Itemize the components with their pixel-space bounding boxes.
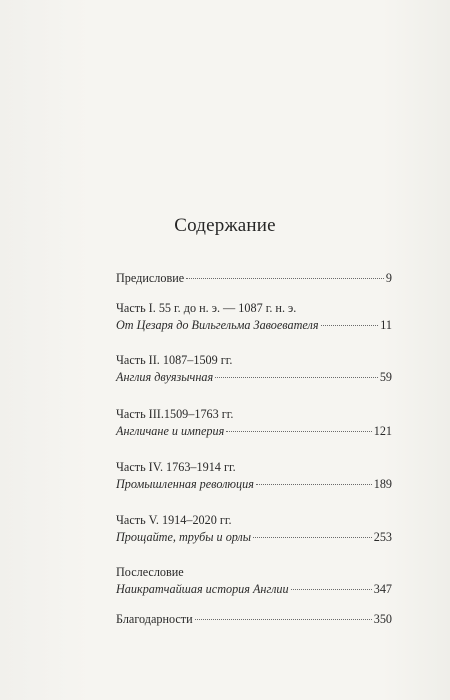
toc-part-subtitle: Англичане и империя — [116, 424, 225, 438]
toc-entry-part2 — [116, 352, 392, 386]
dot-leader — [291, 589, 372, 590]
toc-part-title: Часть V. 1914–2020 гг. — [116, 513, 232, 527]
dot-leader — [321, 325, 379, 326]
toc-part-title: Часть III.1509–1763 гг. — [116, 407, 234, 421]
toc-part-subtitle: От Цезаря до Вильгельма Завоевателя — [116, 318, 319, 332]
toc-entry-part5 — [116, 512, 392, 546]
toc-page-number: 189 — [373, 477, 392, 491]
toc-part-subtitle: Англия двуязычная — [116, 370, 214, 384]
dot-leader — [256, 484, 372, 485]
dot-leader — [186, 278, 384, 279]
toc-page-number: 253 — [373, 530, 392, 544]
toc-entry-part1 — [116, 300, 392, 334]
toc-part-subtitle: Промышленная революция — [116, 477, 254, 491]
toc-part-title: Часть II. 1087–1509 гг. — [116, 353, 233, 367]
toc-part-subtitle: Прощайте, трубы и орлы — [116, 530, 251, 544]
page-title: Содержание — [174, 215, 276, 236]
toc-entry-title: Благодарности — [116, 612, 193, 626]
toc-line — [116, 369, 392, 386]
toc-part-title: Часть IV. 1763–1914 гг. — [116, 460, 236, 474]
toc-page-number: 59 — [379, 370, 392, 384]
toc-part-heading — [116, 406, 392, 423]
toc-entry-part3 — [116, 406, 392, 440]
toc-line — [116, 529, 392, 546]
toc-page-number: 11 — [380, 318, 392, 332]
toc-entry-preface — [116, 270, 392, 287]
toc-page-number: 350 — [373, 612, 392, 626]
toc-line — [116, 270, 392, 287]
toc-part-heading — [116, 352, 392, 369]
toc-line — [116, 581, 392, 598]
dot-leader — [226, 431, 371, 432]
toc-part-title: Послесловие — [116, 565, 184, 579]
toc-entry-part4 — [116, 459, 392, 493]
toc-entry-title: Предисловие — [116, 271, 185, 285]
toc-part-heading — [116, 564, 392, 581]
toc-page-number: 9 — [385, 271, 392, 285]
toc-line — [116, 476, 392, 493]
toc-entry-acknowledgments — [116, 611, 392, 628]
toc-page-number: 121 — [373, 424, 392, 438]
toc-part-subtitle: Наикратчайшая история Англии — [116, 582, 289, 596]
dot-leader — [215, 377, 378, 378]
toc-page-number: 347 — [373, 582, 392, 596]
toc-line — [116, 317, 392, 334]
toc-part-title: Часть I. 55 г. до н. э. — 1087 г. н. э. — [116, 301, 297, 315]
toc-entry-afterword — [116, 564, 392, 598]
toc-line — [116, 611, 392, 628]
dot-leader — [195, 619, 372, 620]
dot-leader — [253, 537, 372, 538]
toc-part-heading — [116, 300, 392, 317]
toc-line — [116, 423, 392, 440]
toc-part-heading — [116, 459, 392, 476]
toc-part-heading — [116, 512, 392, 529]
